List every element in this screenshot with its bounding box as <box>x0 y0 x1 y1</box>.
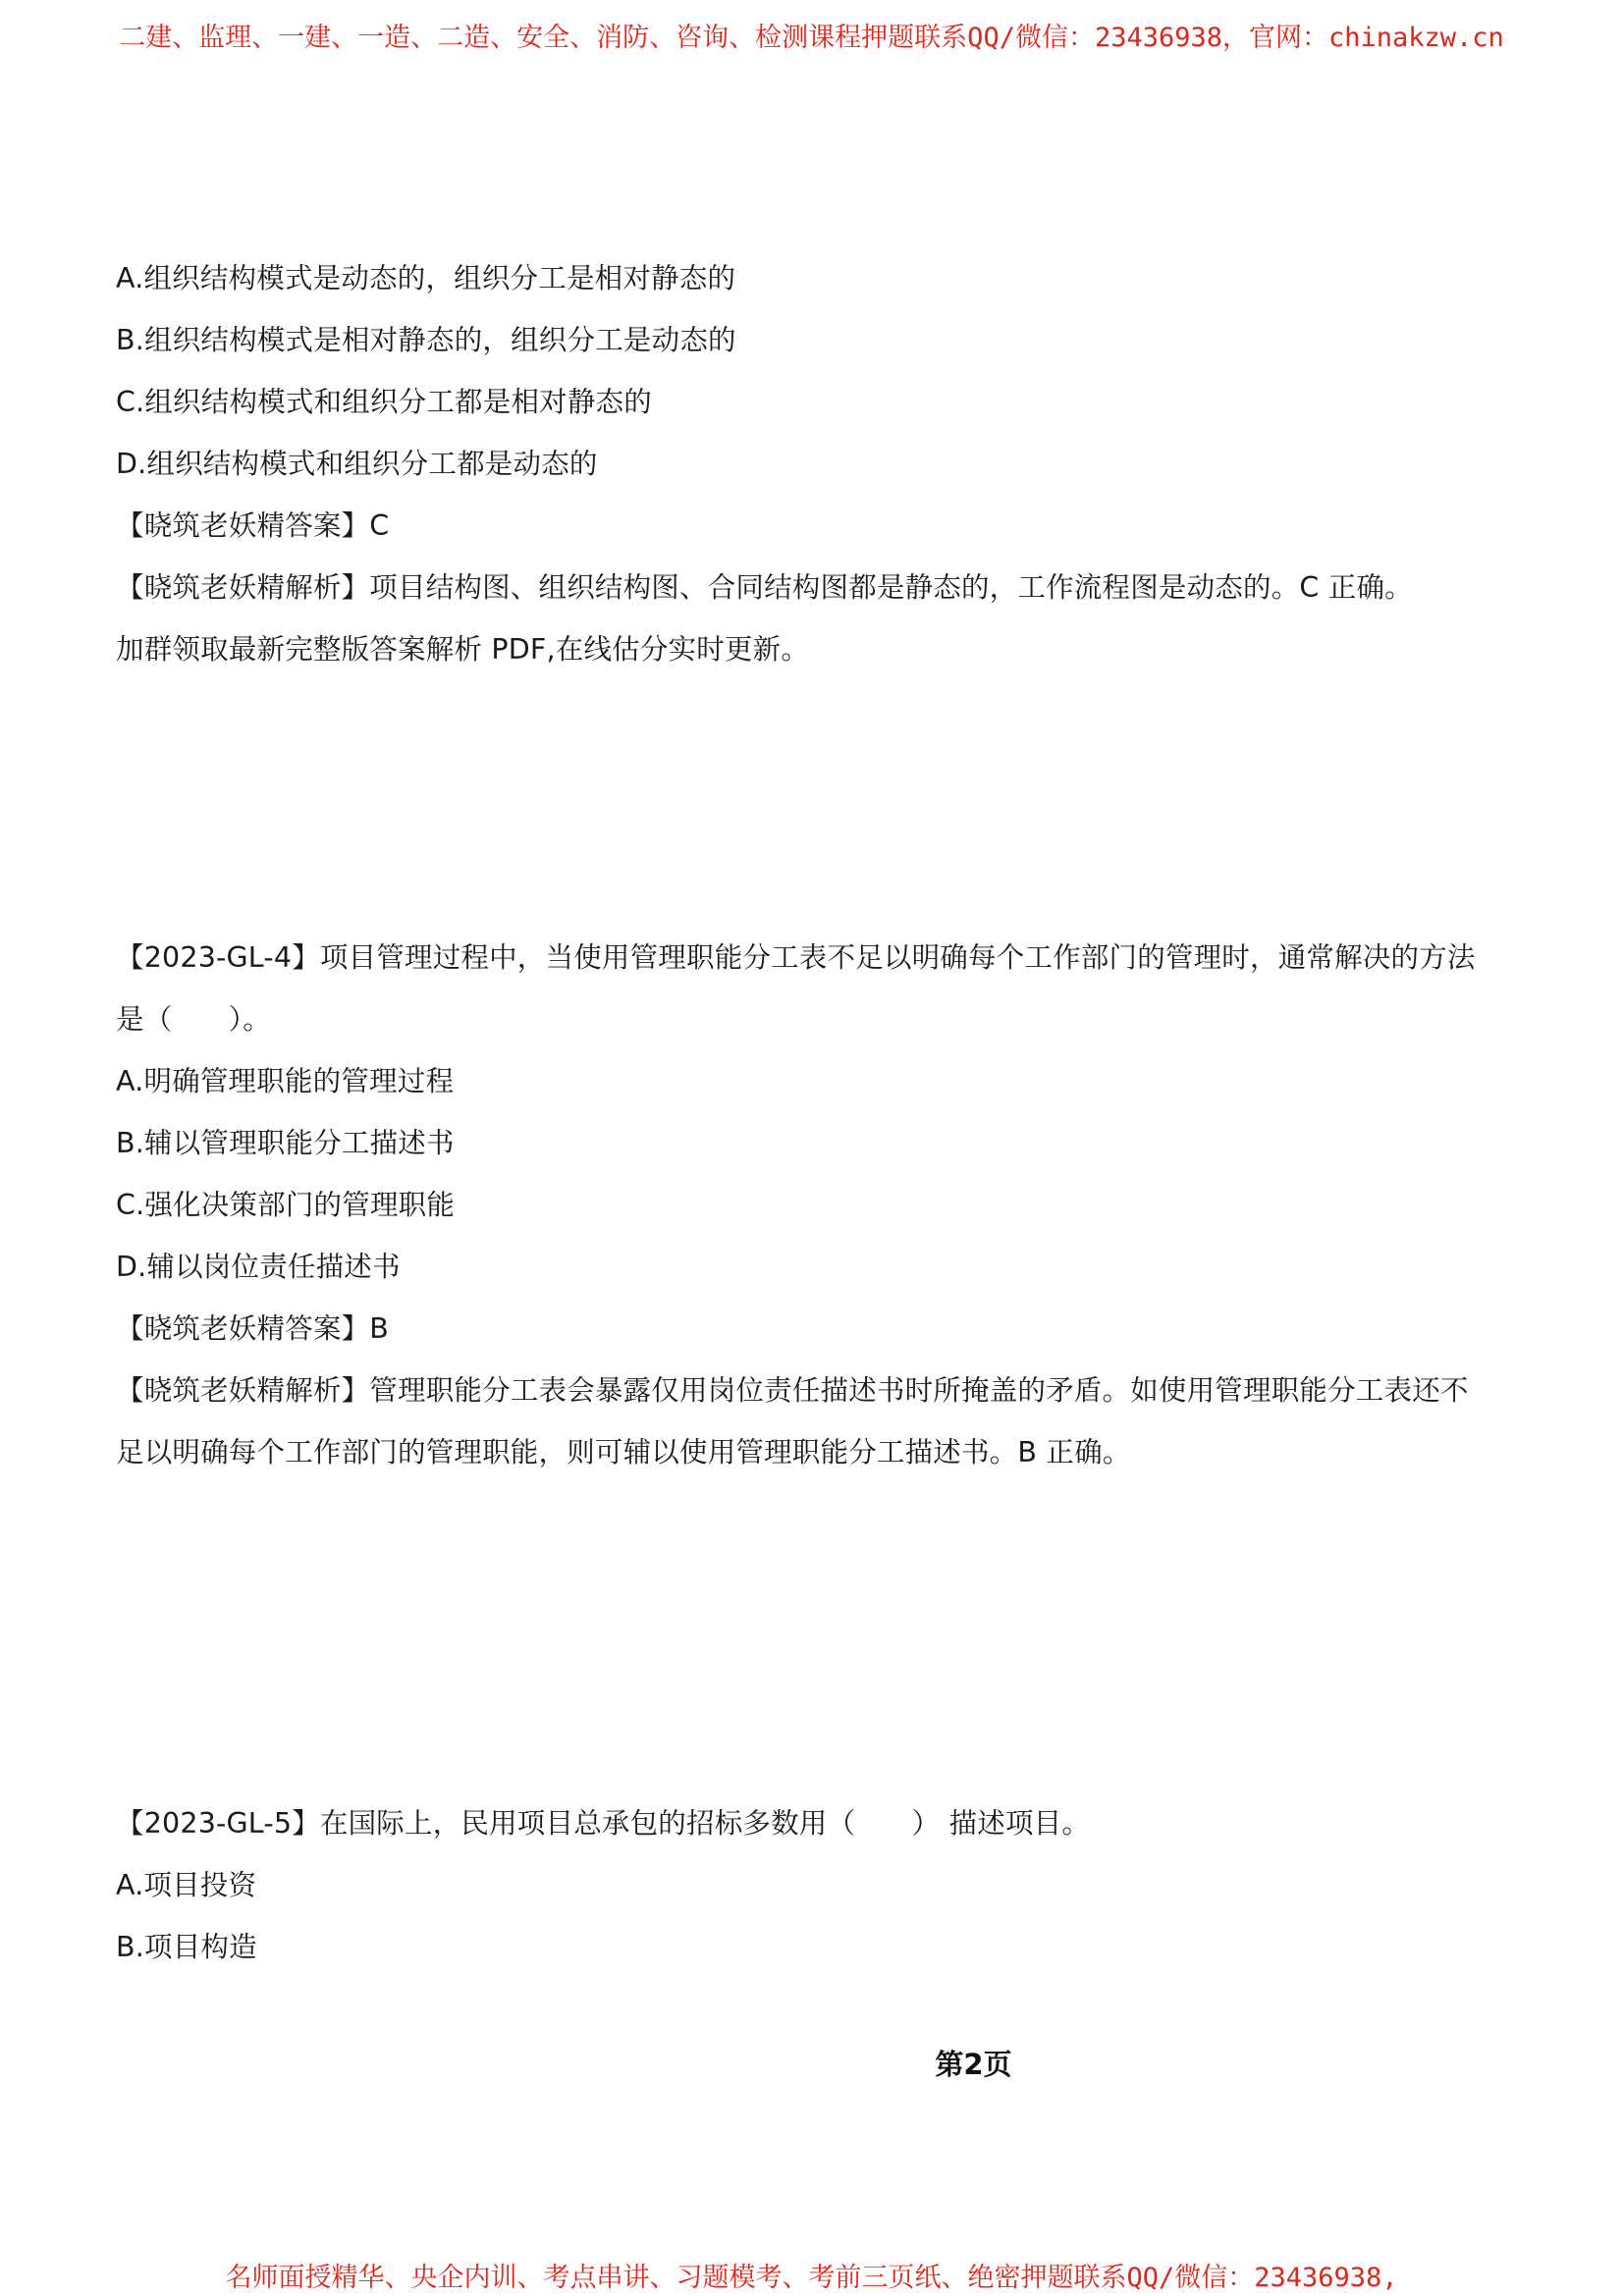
question-4-answer: 【晓筑老妖精答案】B <box>116 1312 390 1345</box>
question-5-option-b: B.项目构造 <box>116 1931 257 1963</box>
header-banner: 二建、监理、一建、一造、二造、安全、消防、咨询、检测课程押题联系QQ/微信：23436938，官网：chinakzw.cn <box>119 23 1504 53</box>
question-4-analysis-line1: 【晓筑老妖精解析】管理职能分工表会暴露仅用岗位责任描述书时所掩盖的矛盾。如使用管理职能分工表还不 <box>116 1374 1469 1407</box>
question-4-stem-line2: 是（ ）。 <box>116 1003 271 1036</box>
question-prev-option-a: A.组织结构模式是动态的，组织分工是相对静态的 <box>116 262 736 294</box>
question-5-stem: 【2023-GL-5】在国际上，民用项目总承包的招标多数用（ ） 描述项目。 <box>116 1807 1091 1840</box>
page-number: 第2页 <box>935 2048 1012 2081</box>
question-4-analysis-line2: 足以明确每个工作部门的管理职能，则可辅以使用管理职能分工描述书。B 正确。 <box>116 1436 1131 1468</box>
question-prev-option-d: D.组织结构模式和组织分工都是动态的 <box>116 448 598 480</box>
question-prev-note: 加群领取最新完整版答案解析 PDF,在线估分实时更新。 <box>116 633 810 666</box>
question-prev-answer: 【晓筑老妖精答案】C <box>116 509 390 542</box>
question-4-option-a: A.明确管理职能的管理过程 <box>116 1065 455 1097</box>
question-prev-analysis: 【晓筑老妖精解析】项目结构图、组织结构图、合同结构图都是静态的，工作流程图是动态的。C 正确。 <box>116 571 1413 604</box>
question-4-stem-line1: 【2023-GL-4】项目管理过程中，当使用管理职能分工表不足以明确每个工作部门的管理时，通常解决的方法 <box>116 941 1476 974</box>
question-4-option-c: C.强化决策部门的管理职能 <box>116 1189 456 1221</box>
question-prev-option-b: B.组织结构模式是相对静态的，组织分工是动态的 <box>116 324 736 356</box>
question-4-option-b: B.辅以管理职能分工描述书 <box>116 1127 455 1159</box>
question-prev-option-c: C.组织结构模式和组织分工都是相对静态的 <box>116 386 652 418</box>
question-5-option-a: A.项目投资 <box>116 1869 257 1901</box>
footer-banner: 名师面授精华、央企内训、考点串讲、习题模考、考前三页纸、绝密押题联系QQ/微信：23436938, <box>225 2263 1398 2293</box>
question-4-option-d: D.辅以岗位责任描述书 <box>116 1251 401 1283</box>
